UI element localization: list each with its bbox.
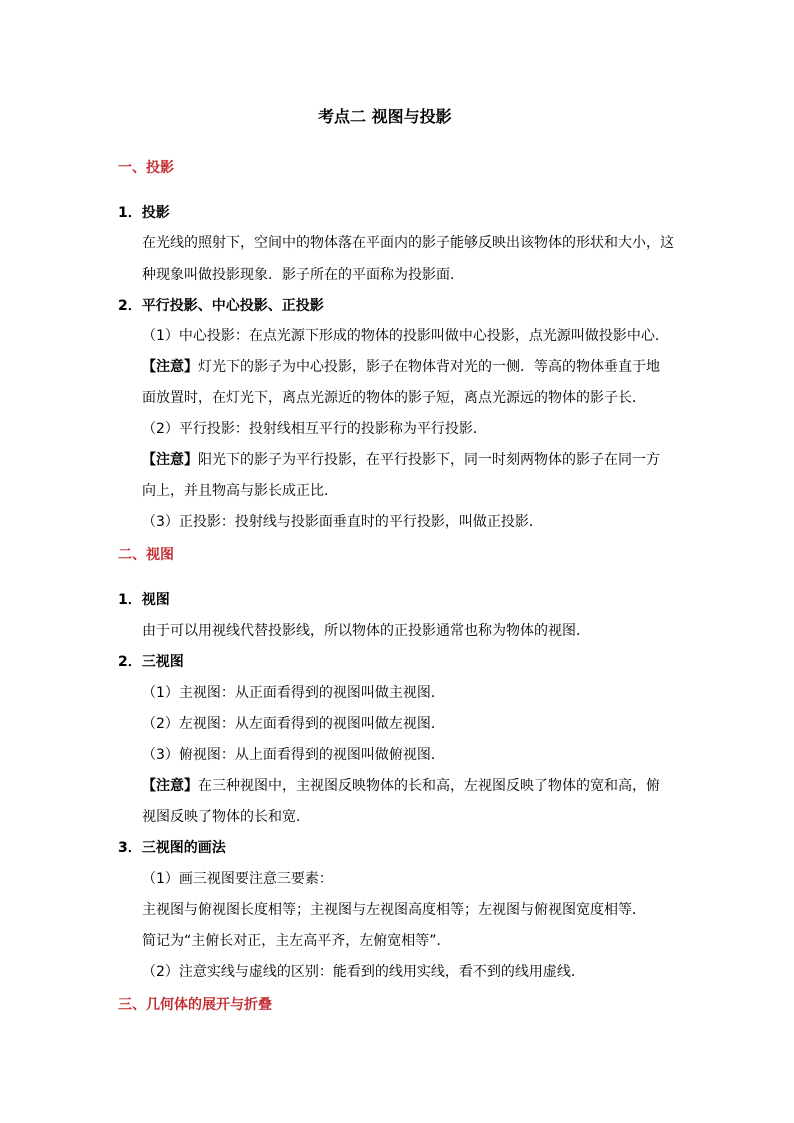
subheading-projection-types: 2．平行投影、中心投影、正投影 [118, 298, 324, 314]
note-text: 在三种视图中，主视图反映物体的长和高，左视图反映了物体的宽和高，俯 [198, 778, 660, 794]
paragraph-line: 在光线的照射下，空间中的物体落在平面内的影子能够反映出该物体的形状和大小，这 [142, 235, 674, 251]
paragraph-line: 视图反映了物体的长和宽． [142, 809, 310, 825]
paragraph-line: （1）中心投影：在点光源下形成的物体的投影叫做中心投影，点光源叫做投影中心． [142, 328, 669, 344]
paragraph-line: （1）画三视图要注意三要素： [142, 871, 333, 887]
paragraph-line: （3）俯视图：从上面看得到的视图叫做俯视图． [142, 747, 445, 763]
subheading-view: 1．视图 [118, 592, 170, 608]
section-heading-views: 二、视图 [118, 547, 174, 563]
note-tag: 【注意】 [142, 359, 198, 375]
paragraph-line: 向上，并且物高与影长成正比． [142, 483, 338, 499]
paragraph-line: 简记为“主俯长对正，主左高平齐，左俯宽相等”． [142, 933, 451, 949]
section-heading-unfolding: 三、几何体的展开与折叠 [118, 997, 272, 1013]
page-title: 考点二 视图与投影 [318, 107, 452, 126]
note-text: 灯光下的影子为中心投影，影子在物体背对光的一侧．等高的物体垂直于地 [198, 359, 660, 375]
paragraph-line: 由于可以用视线代替投影线，所以物体的正投影通常也称为物体的视图． [142, 623, 590, 639]
section-heading-projection: 一、投影 [118, 160, 174, 176]
paragraph-line: 种现象叫做投影现象．影子所在的平面称为投影面． [142, 267, 464, 283]
paragraph-line: （2）左视图：从左面看得到的视图叫做左视图． [142, 716, 445, 732]
paragraph-line: （2）注意实线与虚线的区别：能看到的线用实线，看不到的线用虚线． [142, 964, 585, 980]
note-tag: 【注意】 [142, 778, 198, 794]
subheading-drawing-method: 3．三视图的画法 [118, 840, 226, 856]
subheading-projection: 1．投影 [118, 205, 170, 221]
paragraph-line: （1）主视图：从正面看得到的视图叫做主视图． [142, 685, 445, 701]
paragraph-line: 主视图与俯视图长度相等；主视图与左视图高度相等；左视图与俯视图宽度相等． [142, 902, 646, 918]
note-line [142, 357, 660, 377]
paragraph-line: 面放置时，在灯光下，离点光源近的物体的影子短，离点光源远的物体的影子长． [142, 390, 646, 406]
note-text: 阳光下的影子为平行投影，在平行投影下，同一时刻两物体的影子在同一方 [198, 452, 660, 468]
note-line [142, 776, 660, 796]
note-line [142, 450, 660, 470]
subheading-three-views: 2．三视图 [118, 654, 184, 670]
note-tag: 【注意】 [142, 452, 198, 468]
paragraph-line: （2）平行投影：投射线相互平行的投影称为平行投影． [142, 421, 487, 437]
paragraph-line: （3）正投影：投射线与投影面垂直时的平行投影，叫做正投影． [142, 514, 543, 530]
